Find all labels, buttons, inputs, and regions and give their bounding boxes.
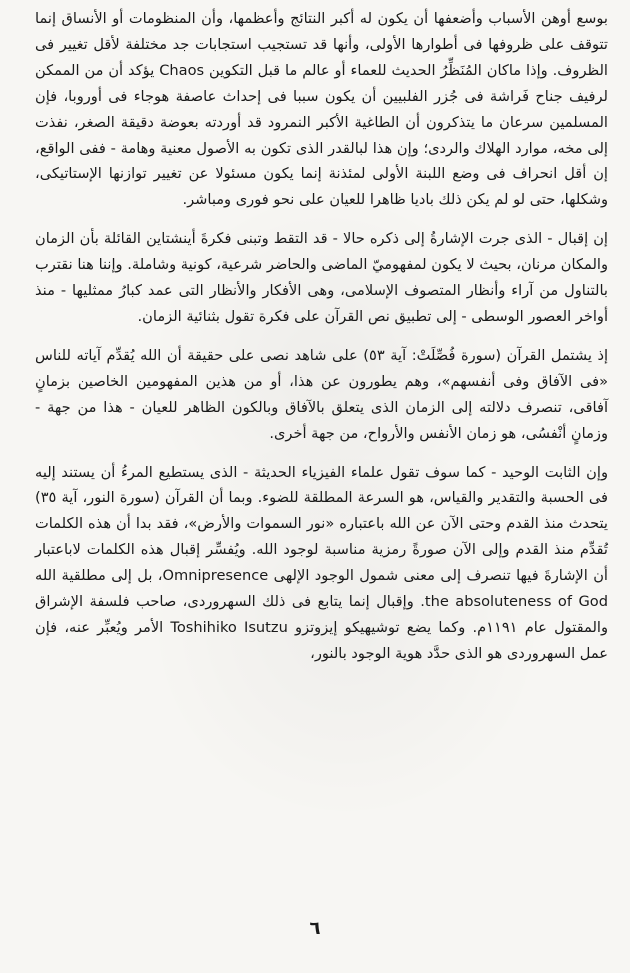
page-number: ٦ [309,918,321,939]
paragraph: إن إقبال - الذى جرت الإشارةُ إلى ذكره حالا - قد التقط وتبنى فكرةَ أينشتاين القائلة بأن الزمان والمكان مرنان، بحيث لا يكون لمفهوميّ الماضى والحاضر شرعية، كونية وشاملة. وإننا هنا نقترب بالتناول من آراء وأنظار المتصوف الإسلامى، وهى الأفكار والأنظار التى عمد كبارُ ممثليها - منذ أواخر العصور الوسطى - إلى تطبيق نص القرآن على فكرة تقول بثنائية الزمان. [35,230,608,325]
paragraph: وإن الثابت الوحيد - كما سوف تقول علماء الفيزياء الحديثة - الذى يستطيع المرءُ أن يستند إليه فى الحسبة والتقدير والقياس، هو السرعة المطلقة للضوء. وبما أن القرآن (سورة النور، آية ٣٥) يتحدث منذ القدم وحتى الآن عن الله باعتباره «نور السموات والأرض»، فقد بدا أن هذه الكلمات تُقدِّم منذ القدم وإلى الآن صورةً رمزية مناسبة لوجود الله. ويُفسِّر إقبال هذه الكلمات لاباعتبار أن الإشارةَ فيها تنصرف إلى معنى شمول الوجود الإلهى Omnipresence، بل إلى مطلقية الله the absoluteness of God. وإقبال إنما يتابع فى ذلك السهروردى، صاحب فلسفة الإشراق والمقتول عام ١١٩١م. وكما يضع توشيهيكو إيزوتزو Toshihiko Isutzu الأمر ويُعبِّر عنه، فإن عمل السهروردى هو الذى حدَّد هوية الوجود بالنور، [35,463,608,662]
body-text [35,6,608,667]
paragraph: إذ يشتمل القرآن (سورة فُصِّلَتْ: آية ٥٣) على شاهد نصى على حقيقة أن الله يُقدِّم آياته للناس «فى الآفاق وفى أنفسهم»، وهم يطورون عن هذا، أو من هذين المفهومين الخاصين بزمانٍ آفاقى، تنصرف دلالته إلى الزمان الذى يتعلق بالآفاق وبالكون الظاهر للعيان - هذا من جهة - وزمانٍ أنْفسُى، هو زمان الأنفس والأرواح، من جهة أخرى. [35,346,609,442]
paragraph: بوسع أوهن الأسباب وأضعفها أن يكون له أكبر النتائج وأعظمها، وأن المنظومات أو الأنساق إنما تتوقف على ظروفها فى أطوارها الأولى، وأنها قد تستجيب استجابات جد مختلفة لأقل تغيير فى الظروف. وإذا ماكان المُنَظِّرُ الحديث للعماء أو عالم ما قبل التكوين Chaos يؤكد أن من الممكن لرفيف جناح فَراشة فى جُزر الفلبيين أن يكون سببا فى إحداث عاصفة هوجاء فى أوروبا، فإن المسلمين سرعان ما يتذكرون أن الطاغية الأكبر النمرود قد أوردته بعوضة دقيقة الصغر، نفذت إلى مخه، موارد الهلاك والردى؛ وإن هذا لبالقدر الذى تكون به الأصول معنية وهامة - ففى الواقع، إن أقل انحراف فى وضع اللبنة الأولى لمئذنة إنما يكون مسئولا عن تغيير توازنها الإستاتيكى، وشكلها، حتى لو لم يكن ذلك باديا ظاهرا للعيان على نحو فورى ومباشر. [35,10,608,209]
